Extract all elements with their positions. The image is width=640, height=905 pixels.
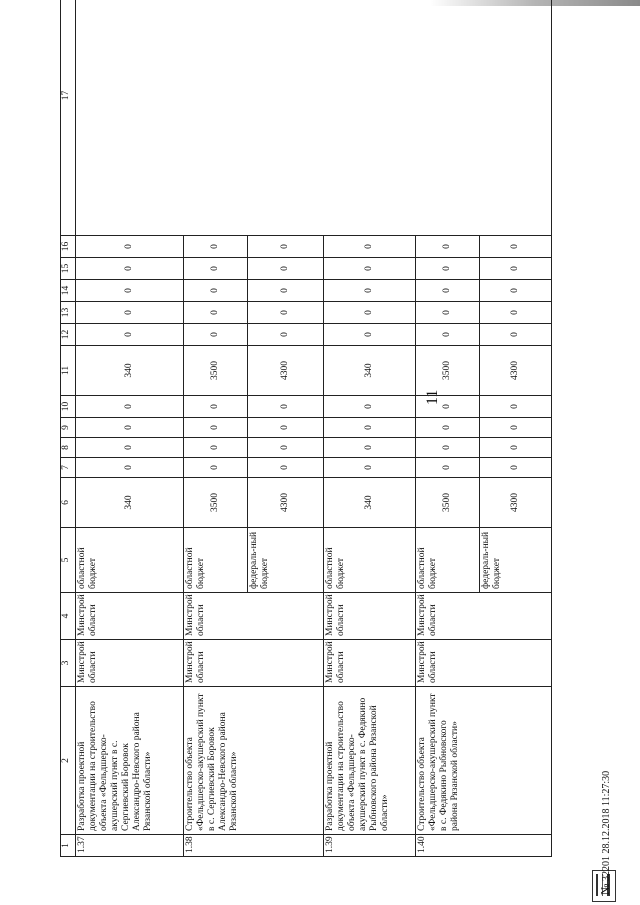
amount-cell: 0 [184, 280, 248, 302]
amount-cell: 0 [76, 396, 184, 418]
col-header: 2 [61, 687, 76, 835]
amount-cell: 0 [324, 396, 416, 418]
amount-cell: 0 [324, 302, 416, 324]
funding-source: федераль-ный бюджет [480, 528, 552, 593]
col-header: 1 [61, 835, 76, 857]
amount-cell: 0 [184, 236, 248, 258]
amount-cell: 0 [76, 302, 184, 324]
amount-cell: 0 [416, 236, 480, 258]
amount-cell: 0 [416, 438, 480, 458]
amount-cell: 0 [248, 396, 324, 418]
executor: Минстрой области [184, 593, 324, 640]
amount-total: 4300 [248, 478, 324, 528]
activity-name: Строительство объекта «Фельдшерско-акушерский пункт в с. Федякино Рыбновского района Рязанской области» [416, 687, 552, 835]
col-header: 17 [61, 0, 76, 236]
amount-cell: 340 [324, 346, 416, 396]
amount-cell: 0 [416, 396, 480, 418]
col-header: 6 [61, 478, 76, 528]
funding-source: областной бюджет [76, 528, 184, 593]
amount-total: 3500 [184, 478, 248, 528]
col-header: 11 [61, 346, 76, 396]
amount-cell: 0 [184, 418, 248, 438]
amount-cell: 0 [76, 458, 184, 478]
col-header: 9 [61, 418, 76, 438]
amount-cell: 0 [184, 258, 248, 280]
amount-cell: 0 [480, 324, 552, 346]
col-header: 14 [61, 280, 76, 302]
amount-cell: 4300 [248, 346, 324, 396]
funding-source: областной бюджет [324, 528, 416, 593]
col-header: 12 [61, 324, 76, 346]
amount-cell: 0 [248, 418, 324, 438]
notes-cell [76, 0, 552, 236]
amount-cell: 0 [248, 236, 324, 258]
amount-cell: 0 [184, 302, 248, 324]
registration-text: 32201 28.12.2018 11:27:30 [601, 770, 612, 882]
amount-cell: 0 [76, 438, 184, 458]
amount-cell: 0 [248, 438, 324, 458]
amount-cell: 0 [416, 324, 480, 346]
activity-name: Разработка проектной документации на строительство объекта «Фельдшерско-акушерский пункт в с. Федякино Рыбновского района Рязанской области» [324, 687, 416, 835]
number-sign: № [598, 883, 612, 895]
amount-cell: 0 [76, 258, 184, 280]
amount-cell: 0 [480, 280, 552, 302]
amount-total: 340 [76, 478, 184, 528]
amount-cell: 0 [480, 438, 552, 458]
amount-cell: 0 [480, 418, 552, 438]
amount-cell: 3500 [416, 346, 480, 396]
amount-cell: 0 [248, 280, 324, 302]
amount-cell: 0 [416, 458, 480, 478]
amount-cell: 0 [248, 458, 324, 478]
col-header: 5 [61, 528, 76, 593]
amount-cell: 3500 [184, 346, 248, 396]
col-header: 4 [61, 593, 76, 640]
amount-total: 4300 [480, 478, 552, 528]
amount-cell: 0 [184, 324, 248, 346]
amount-cell: 0 [324, 324, 416, 346]
amount-cell: 0 [324, 236, 416, 258]
amount-cell: 0 [480, 302, 552, 324]
amount-cell: 0 [416, 258, 480, 280]
col-header: 10 [61, 396, 76, 418]
table-row [76, 0, 184, 857]
col-header: 15 [61, 258, 76, 280]
row-number: 1.40 [416, 835, 552, 857]
amount-cell: 0 [248, 324, 324, 346]
amount-cell: 0 [480, 458, 552, 478]
header-row [61, 0, 76, 857]
amount-cell: 0 [248, 302, 324, 324]
col-header: 7 [61, 458, 76, 478]
executor: Минстрой области [76, 593, 184, 640]
responsible: Минстрой области [76, 640, 184, 687]
amount-cell: 0 [416, 418, 480, 438]
program-table [60, 0, 552, 857]
row-number: 1.37 [76, 835, 184, 857]
row-number: 1.38 [184, 835, 324, 857]
registration-mark [598, 771, 613, 895]
executor: Минстрой области [416, 593, 552, 640]
amount-cell: 0 [248, 258, 324, 280]
amount-total: 340 [324, 478, 416, 528]
col-header: 13 [61, 302, 76, 324]
amount-cell: 0 [480, 236, 552, 258]
page-number: 11 [424, 389, 441, 405]
responsible: Минстрой области [184, 640, 324, 687]
activity-name: Разработка проектной документации на строительство объекта «Фельдшерско-акушерский пункт в с. Сергиевский Боровок Александро-Невского района Рязанской области» [76, 687, 184, 835]
amount-cell: 0 [184, 396, 248, 418]
amount-cell: 340 [76, 346, 184, 396]
funding-source: областной бюджет [416, 528, 480, 593]
col-header: 8 [61, 438, 76, 458]
program-table-wrapper [60, 20, 550, 857]
amount-cell: 0 [416, 302, 480, 324]
amount-cell: 0 [480, 258, 552, 280]
row-number: 1.39 [324, 835, 416, 857]
col-header: 3 [61, 640, 76, 687]
amount-cell: 0 [184, 438, 248, 458]
amount-cell: 4300 [480, 346, 552, 396]
col-header: 16 [61, 236, 76, 258]
amount-cell: 0 [76, 280, 184, 302]
executor: Минстрой области [324, 593, 416, 640]
amount-cell: 0 [184, 458, 248, 478]
amount-total: 3500 [416, 478, 480, 528]
funding-source: федераль-ный бюджет [248, 528, 324, 593]
amount-cell: 0 [324, 458, 416, 478]
amount-cell: 0 [76, 324, 184, 346]
amount-cell: 0 [76, 236, 184, 258]
amount-cell: 0 [324, 438, 416, 458]
responsible: Минстрой области [324, 640, 416, 687]
amount-cell: 0 [324, 418, 416, 438]
amount-cell: 0 [480, 396, 552, 418]
amount-cell: 0 [324, 280, 416, 302]
activity-name: Строительство объекта «Фельдшерско-акушерский пункт в с. Сергиевский Боровок Александро-Невского района Рязанской области» [184, 687, 324, 835]
amount-cell: 0 [324, 258, 416, 280]
amount-cell: 0 [76, 418, 184, 438]
funding-source: областной бюджет [184, 528, 248, 593]
responsible: Минстрой области [416, 640, 552, 687]
amount-cell: 0 [416, 280, 480, 302]
